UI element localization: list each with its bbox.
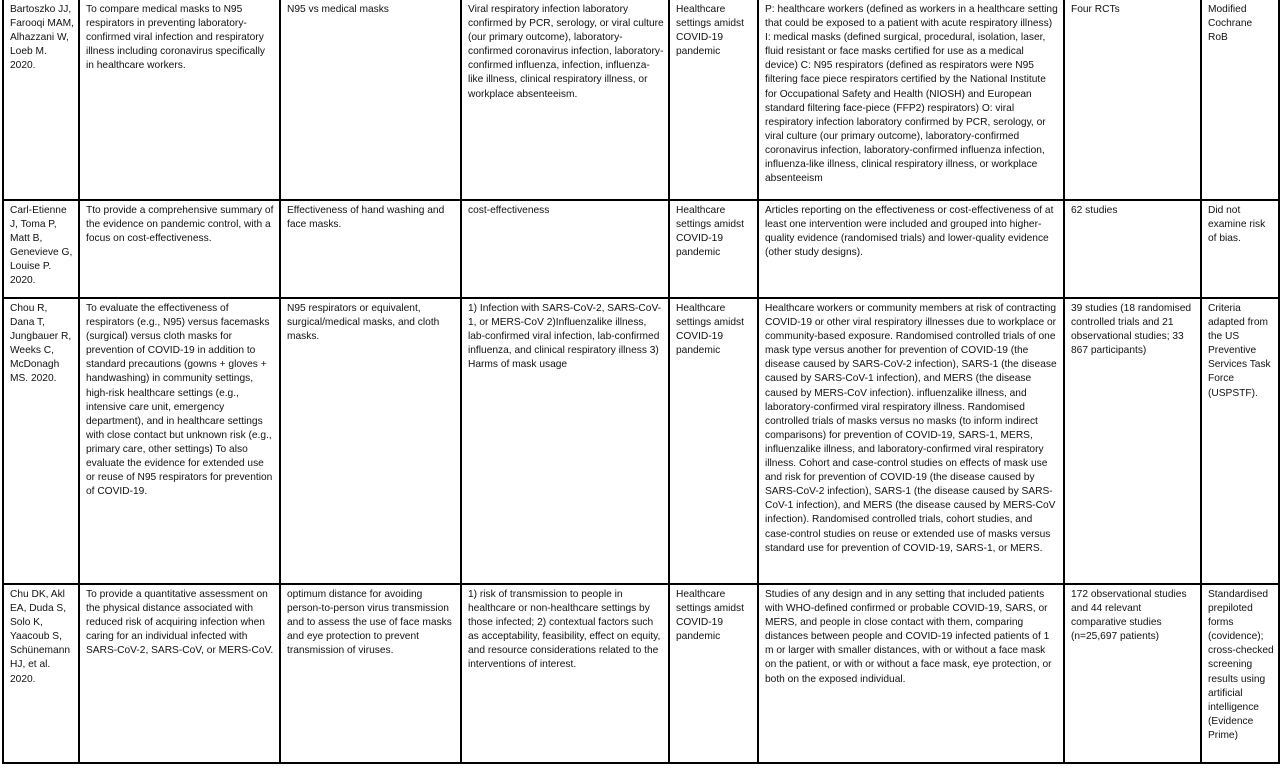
criteria-cell: Studies of any design and in any setting that included patients with WHO-defined confirmed or probable COVID-19, SARS, or MERS, and people in close contact with them, comparing distances between people and COVID-19 infected patients of 1 m or larger with smaller distances, with or without a face mask on the patient, or with or without a face mask, eye protection, or both on the exposed individual.: [758, 584, 1064, 763]
criteria-cell: Articles reporting on the effectiveness or cost-effectiveness of at least one intervention were included and grouped into higher-quality evidence (randomised trials) and lower-quality evidence (other study designs).: [758, 200, 1064, 298]
intervention-cell: Effectiveness of hand washing and face masks.: [280, 200, 461, 298]
table-row: [3, 298, 1279, 584]
setting-cell: Healthcare settings amidst COVID-19 pandemic: [669, 200, 758, 298]
objective-cell: To evaluate the effectiveness of respirators (e.g., N95) versus facemasks (surgical) versus cloth masks for prevention of COVID-19 in addition to standard precautions (gowns + gloves + handwashing) in community settings, high-risk healthcare settings (e.g., intensive care unit, emergency department), and in healthcare settings with close contact but unknown risk (e.g., primary care, other settings) To also evaluate the evidence for extended use or reuse of N95 respirators for prevention of COVID-19.: [79, 298, 280, 584]
author-cell: Carl-Etienne J, Toma P, Matt B, Genevieve G, Louise P. 2020.: [3, 200, 79, 298]
criteria-cell: P: healthcare workers (defined as workers in a healthcare setting that could be exposed to a patient with acute respiratory illness) I: medical masks (defined surgical, procedural, isolation, laser, fluid resistant or face masks certified for use as a medical device) C: N95 respirators (defined as respirators were N95 filtering face piece respirators certified by the National Institute for Occupational Safety and Health (NIOSH) and European standard filtering face-piece (FFP2) respirators) O: viral respiratory infection laboratory confirmed by PCR, serology, or viral culture (our primary outcome), laboratory-confirmed coronavirus infection, laboratory-confirmed influenza infection, influenza-like illness, clinical respiratory illness, or workplace absenteeism: [758, 0, 1064, 200]
objective-cell: To compare medical masks to N95 respirators in preventing laboratory-confirmed viral infection and respiratory illness including coronavirus specifically in healthcare workers.: [79, 0, 280, 200]
objective-cell: To provide a quantitative assessment on the physical distance associated with reduced risk of acquiring infection when caring for an individual infected with SARS-CoV-2, SARS-CoV, or MERS-CoV.: [79, 584, 280, 763]
bias-cell: Standardised prepiloted forms (covidence); cross-checked screening results using artificial intelligence (Evidence Prime): [1201, 584, 1279, 763]
table-row: [3, 200, 1279, 298]
studies-cell: 62 studies: [1064, 200, 1201, 298]
objective-cell: Tto provide a comprehensive summary of the evidence on pandemic control, with a focus on cost-effectiveness.: [79, 200, 280, 298]
table-row: [3, 584, 1279, 763]
studies-cell: 172 observational studies and 44 relevant comparative studies (n=25,697 patients): [1064, 584, 1201, 763]
author-cell: Chou R, Dana T, Jungbauer R, Weeks C, McDonagh MS. 2020.: [3, 298, 79, 584]
intervention-cell: N95 respirators or equivalent, surgical/medical masks, and cloth masks.: [280, 298, 461, 584]
setting-cell: Healthcare settings amidst COVID-19 pandemic: [669, 0, 758, 200]
outcome-cell: 1) Infection with SARS-CoV-2, SARS-CoV-1, or MERS-CoV 2)Influenzalike illness, lab-confirmed viral infection, lab-confirmed influenza, and clinical respiratory illness 3) Harms of mask usage: [461, 298, 669, 584]
studies-cell: Four RCTs: [1064, 0, 1201, 200]
outcome-cell: cost-effectiveness: [461, 200, 669, 298]
criteria-cell: Healthcare workers or community members at risk of contracting COVID-19 or other viral respiratory illnesses due to workplace or community-based exposure. Randomised controlled trials of one mask type versus another for prevention of COVID-19 (the disease caused by SARS-CoV-2 infection), SARS-1 (the disease caused by SARS-CoV-1 infection), and MERS (the disease caused by MERS-CoV infection). influenzalike illness, and laboratory-confirmed viral respiratory illness. Randomised controlled trials of masks versus no masks (to inform indirect comparisons) for prevention of COVID-19, SARS-1, MERS, influenzalike illness, and laboratory-confirmed viral respiratory illness. Cohort and case-control studies on effects of mask use and risk for prevention of COVID-19 (the disease caused by SARS-CoV-2 infection), SARS-1 (the disease caused by SARS-CoV-1 infection), and MERS (the disease caused by MERS-CoV infection). Randomised controlled trials, cohort studies, and case-control studies on reuse or extended use of masks versus standard use for prevention of COVID-19, SARS-1, or MERS.: [758, 298, 1064, 584]
intervention-cell: optimum distance for avoiding person-to-person virus transmission and to assess the use of face masks and eye protection to prevent transmission of viruses.: [280, 584, 461, 763]
author-cell: Bartoszko JJ, Farooqi MAM, Alhazzani W, Loeb M. 2020.: [3, 0, 79, 200]
outcome-cell: 1) risk of transmission to people in healthcare or non-healthcare settings by those infected; 2) contextual factors such as acceptability, feasibility, effect on equity, and resource considerations related to the interventions of interest.: [461, 584, 669, 763]
bias-cell: Modified Cochrane RoB: [1201, 0, 1279, 200]
author-cell: Chu DK, Akl EA, Duda S, Solo K, Yaacoub S, Schünemann HJ, et al. 2020.: [3, 584, 79, 763]
bias-cell: Did not examine risk of bias.: [1201, 200, 1279, 298]
evidence-table: [2, 0, 1280, 764]
setting-cell: Healthcare settings amidst COVID-19 pandemic: [669, 584, 758, 763]
table-row: [3, 0, 1279, 200]
intervention-cell: N95 vs medical masks: [280, 0, 461, 200]
outcome-cell: Viral respiratory infection laboratory confirmed by PCR, serology, or viral culture (our primary outcome), laboratory-confirmed coronavirus infection, laboratory-confirmed influenza, infection, influenza-like illness, clinical respiratory illness, or workplace absenteeism.: [461, 0, 669, 200]
bias-cell: Criteria adapted from the US Preventive Services Task Force (USPSTF).: [1201, 298, 1279, 584]
studies-cell: 39 studies (18 randomised controlled trials and 21 observational studies; 33 867 participants): [1064, 298, 1201, 584]
setting-cell: Healthcare settings amidst COVID-19 pandemic: [669, 298, 758, 584]
